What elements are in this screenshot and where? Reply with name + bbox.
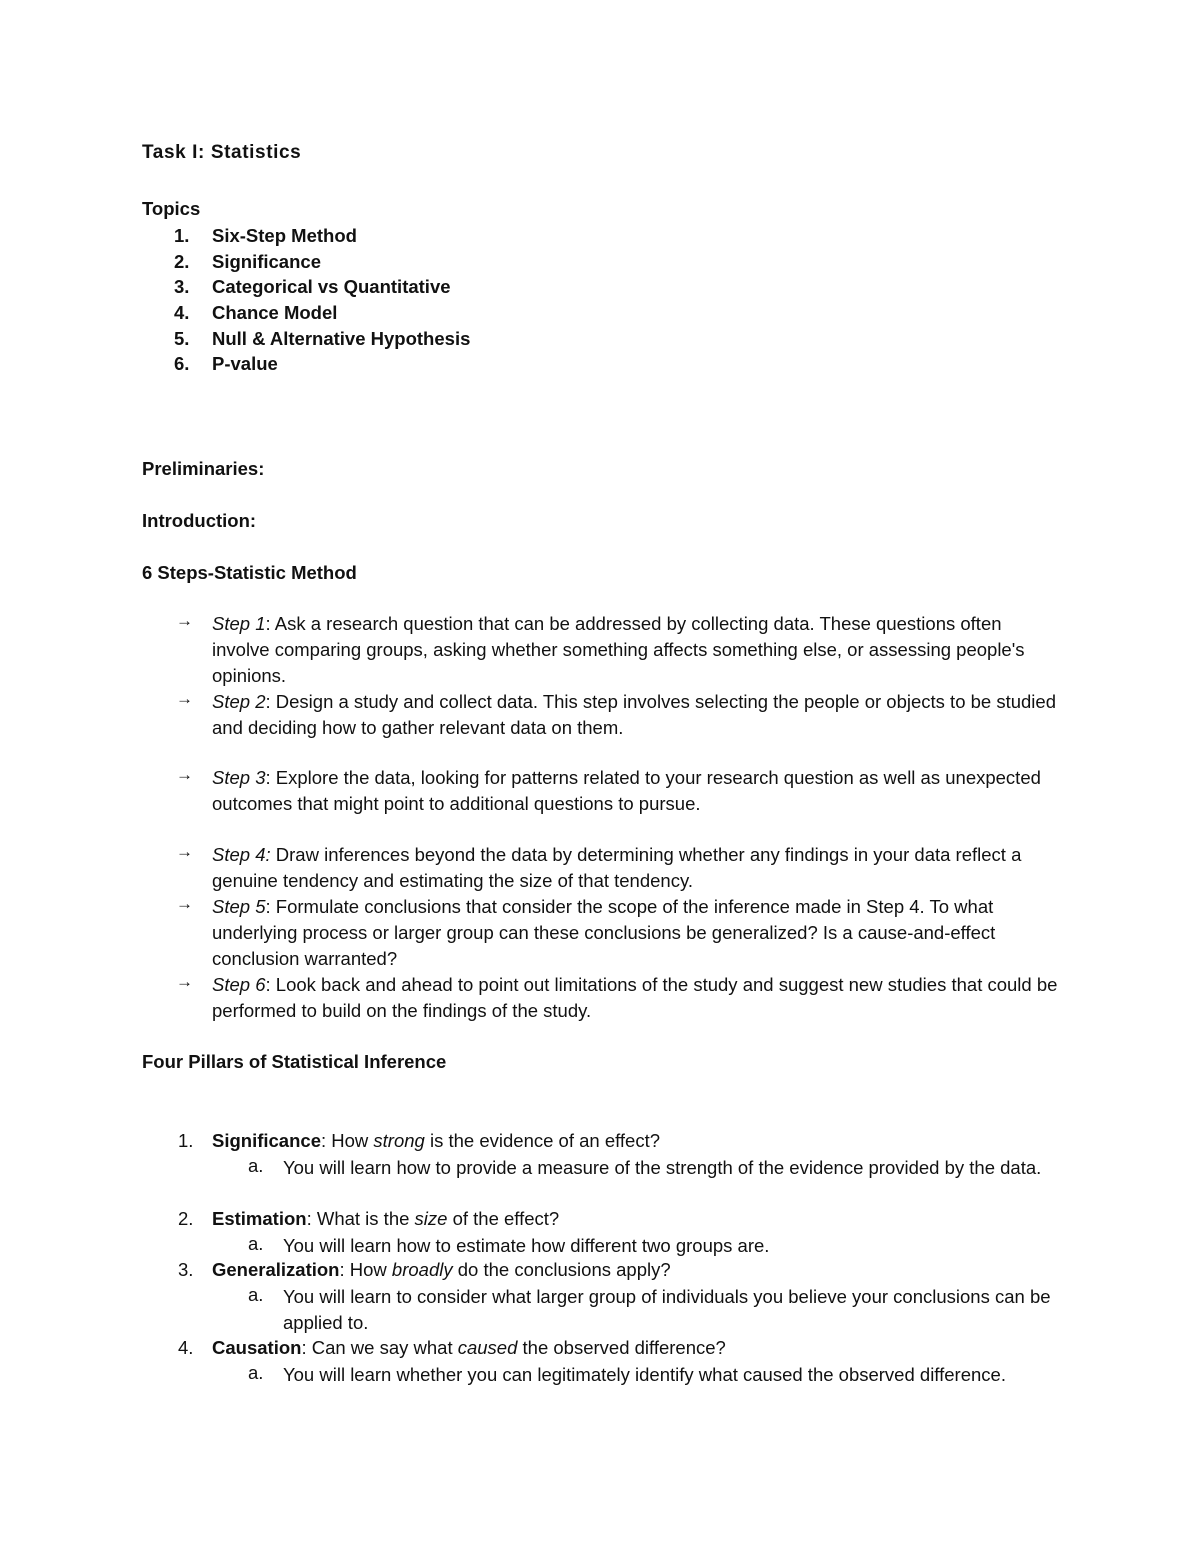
- arrow-icon: →: [176, 842, 193, 861]
- sub-text: You will learn whether you can legitimately identify what caused the observed difference.: [283, 1364, 1006, 1385]
- pillar-term: Estimation: [212, 1208, 307, 1229]
- step-name: Step 4:: [212, 844, 271, 865]
- list-number: 5.: [174, 328, 190, 349]
- step-name: Step 3: [212, 767, 266, 788]
- arrow-icon: →: [176, 972, 193, 991]
- pillar-text: Causation: Can we say what caused the observed difference?: [212, 1337, 726, 1358]
- step-name: Step 1: [212, 613, 266, 634]
- page-title: Task I: Statistics: [142, 142, 302, 163]
- topic-label: Chance Model: [212, 302, 338, 323]
- sub-letter: a.: [248, 1155, 264, 1176]
- list-number: 3.: [178, 1259, 194, 1280]
- arrow-icon: →: [176, 894, 193, 913]
- topic-label: Six-Step Method: [212, 225, 357, 246]
- list-number: 4.: [174, 302, 190, 323]
- topic-label: P-value: [212, 353, 278, 374]
- list-number: 1.: [178, 1130, 194, 1151]
- list-number: 2.: [178, 1208, 194, 1229]
- introduction-heading: Introduction:: [142, 510, 257, 531]
- list-number: 4.: [178, 1337, 194, 1358]
- list-number: 6.: [174, 353, 190, 374]
- pillar-text: Generalization: How broadly do the conclusions apply?: [212, 1259, 671, 1280]
- sub-letter: a.: [248, 1284, 264, 1305]
- topic-label: Categorical vs Quantitative: [212, 276, 451, 297]
- arrow-icon: →: [176, 765, 193, 784]
- topic-label: Significance: [212, 251, 321, 272]
- six-steps-heading: 6 Steps-Statistic Method: [142, 562, 357, 583]
- topics-heading: Topics: [142, 198, 201, 219]
- pillar-term: Significance: [212, 1130, 321, 1151]
- step-name: Step 2: [212, 691, 266, 712]
- step-text: Step 3: Explore the data, looking for patterns related to your research question as well as unexpected outcomes that might point to additional questions to pursue.: [212, 767, 1041, 814]
- sub-text: You will learn to consider what larger group of individuals you believe your conclusions can be applied to.: [283, 1286, 1051, 1333]
- arrow-icon: →: [176, 611, 193, 630]
- pillar-term: Generalization: [212, 1259, 340, 1280]
- list-number: 3.: [174, 276, 190, 297]
- step-text: Step 6: Look back and ahead to point out limitations of the study and suggest new studies that could be performed to build on the findings of the study.: [212, 974, 1058, 1021]
- list-number: 1.: [174, 225, 190, 246]
- arrow-icon: →: [176, 689, 193, 708]
- step-text: Step 4: Draw inferences beyond the data by determining whether any findings in your data reflect a genuine tendency and estimating the size of that tendency.: [212, 844, 1022, 891]
- pillars-heading: Four Pillars of Statistical Inference: [142, 1051, 447, 1072]
- step-name: Step 5: [212, 896, 266, 917]
- step-text: Step 1: Ask a research question that can be addressed by collecting data. These questions often involve comparing groups, asking whether something affects something else, or assessing people's opinions.: [212, 613, 1025, 686]
- preliminaries-heading: Preliminaries:: [142, 458, 265, 479]
- sub-letter: a.: [248, 1233, 264, 1254]
- sub-text: You will learn how to estimate how different two groups are.: [283, 1235, 770, 1256]
- sub-letter: a.: [248, 1362, 264, 1383]
- step-text: Step 5: Formulate conclusions that consider the scope of the inference made in Step 4. To what underlying process or larger group can these conclusions be generalized? Is a cause-and-effect conclusion warranted?: [212, 896, 996, 969]
- step-text: Step 2: Design a study and collect data. This step involves selecting the people or objects to be studied and deciding how to gather relevant data on them.: [212, 691, 1056, 738]
- step-name: Step 6: [212, 974, 266, 995]
- pillar-term: Causation: [212, 1337, 302, 1358]
- sub-text: You will learn how to provide a measure of the strength of the evidence provided by the data.: [283, 1157, 1042, 1178]
- pillar-text: Estimation: What is the size of the effect?: [212, 1208, 560, 1229]
- topic-label: Null & Alternative Hypothesis: [212, 328, 471, 349]
- list-number: 2.: [174, 251, 190, 272]
- pillar-text: Significance: How strong is the evidence of an effect?: [212, 1130, 661, 1151]
